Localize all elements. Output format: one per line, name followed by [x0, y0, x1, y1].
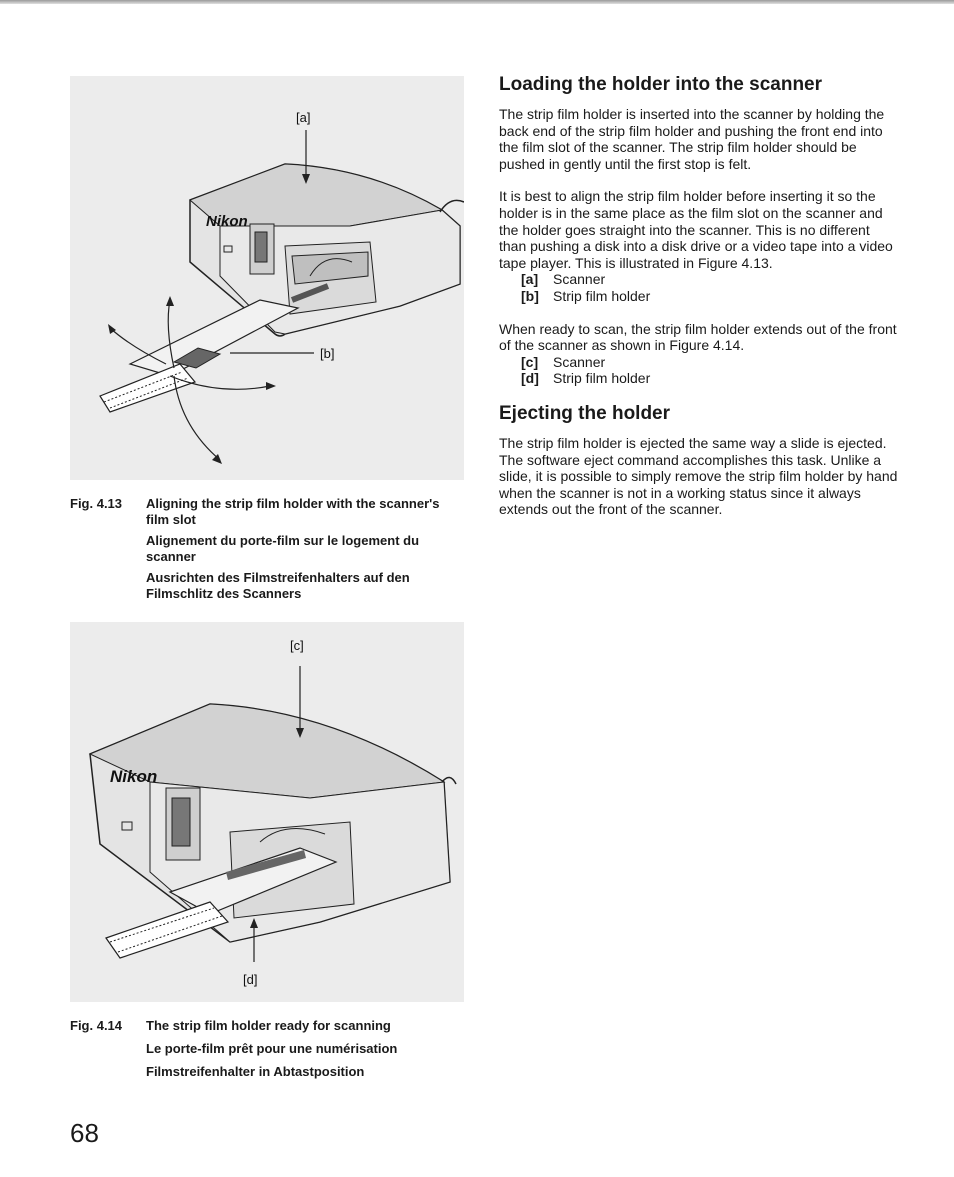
- item-text: Scanner: [553, 271, 606, 288]
- figure-4-13-caption: [70, 496, 460, 616]
- label-d: [d]: [243, 972, 258, 987]
- item-text: Strip film holder: [553, 287, 651, 304]
- item-key: [c]: [521, 353, 539, 370]
- item-text: Strip film holder: [553, 370, 651, 387]
- scanner-brand-logo: Nikon: [206, 213, 248, 230]
- figure-4-14-caption: [70, 1018, 460, 1088]
- list-item: [521, 288, 899, 305]
- caption-french: Alignement du porte-film sur le logement du scanner: [146, 533, 420, 564]
- paragraph: It is best to align the strip film holder before inserting it so the holder is in the same place as the film slot on the scanner and the holder goes straight into the scanner. This is no different than pushing a disk into a disk drive or a video tape into a video tape player. This is illustrated in Figure 4.13.: [499, 188, 893, 271]
- top-edge-line: [0, 0, 954, 4]
- list-item: [521, 354, 899, 371]
- paragraph: The strip film holder is ejected the same way a slide is ejected.: [499, 434, 887, 451]
- section-heading-ejecting: Ejecting the holder: [499, 402, 671, 424]
- scanner-drawing: [90, 704, 456, 942]
- item-key: [b]: [521, 287, 539, 304]
- caption-german: Filmstreifenhalter in Abtastposition: [146, 1064, 365, 1079]
- label-b: [b]: [320, 346, 335, 361]
- caption-number: Fig. 4.13: [70, 496, 123, 511]
- list-item: [521, 271, 899, 288]
- section-heading-loading: Loading the holder into the scanner: [499, 74, 823, 95]
- caption-french: Le porte-film prêt pour une numérisation: [146, 1041, 398, 1056]
- figure-4-14-illustration: [70, 622, 464, 1002]
- scanner-drawing: [190, 164, 464, 336]
- scanner-brand-logo: Nikon: [110, 767, 158, 786]
- paragraph: When ready to scan, the strip film holder extends out of the front of the scanner as shown in Figure 4.14.: [499, 320, 897, 354]
- item-key: [d]: [521, 370, 539, 387]
- item-key: [a]: [521, 271, 539, 288]
- caption-english: The strip film holder ready for scanning: [146, 1018, 391, 1033]
- text-column: [499, 74, 899, 534]
- strip-film-holder-drawing: [100, 300, 298, 412]
- legend-list-fig-4-13: [521, 271, 899, 304]
- page-number: 68: [70, 1118, 99, 1148]
- list-item: [521, 370, 899, 387]
- paragraph: The software eject command accomplishes this task. Unlike a slide, it is possible to simply remove the strip film holder by hand when the scanner is not in a working status since it always extends out the front of the scanner.: [499, 451, 898, 518]
- caption-german: Ausrichten des Filmstreifenhalters auf den Filmschlitz des Scanners: [146, 570, 410, 601]
- caption-number: Fig. 4.14: [70, 1018, 123, 1033]
- paragraph: The strip film holder is inserted into the scanner by holding the back end of the strip film holder and pushing the front end into the film slot of the scanner. The strip film holder should be pushed in gently until the first stop is felt.: [499, 106, 885, 172]
- figure-4-13-illustration: [70, 76, 464, 480]
- item-text: Scanner: [553, 353, 606, 370]
- label-a: [a]: [296, 110, 311, 125]
- legend-list-fig-4-14: [521, 354, 899, 387]
- caption-english: Aligning the strip film holder with the scanner's film slot: [146, 496, 440, 527]
- label-c: [c]: [290, 638, 304, 653]
